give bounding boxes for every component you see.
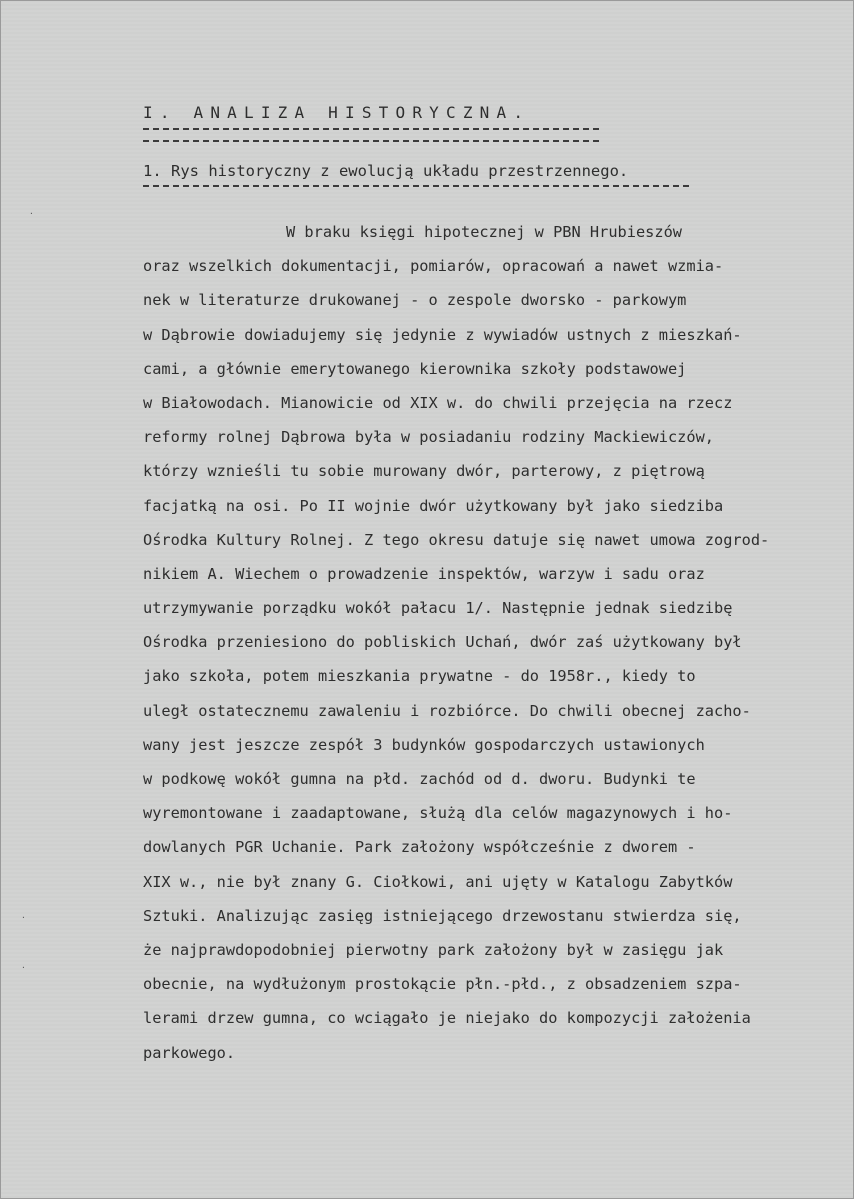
margin-dot: · <box>29 209 34 218</box>
text-line: wany jest jeszcze zespół 3 budynków gospodarczych ustawionych <box>143 735 705 754</box>
text-line: W braku księgi hipotecznej w PBN Hrubieszów <box>286 223 683 241</box>
text-line: nek w literaturze drukowanej - o zespole dworsko - parkowym <box>143 291 687 310</box>
text-line: dowlanych PGR Uchanie. Park założony współcześnie z dworem - <box>143 838 696 857</box>
text-line: w Dąbrowie dowiadujemy się jedynie z wywiadów ustnych z mieszkań- <box>143 325 742 344</box>
text-line: w podkowę wokół gumna na płd. zachód od d. dworu. Budynki te <box>143 770 696 788</box>
text-line: cami, a głównie emerytowanego kierownika szkoły podstawowej <box>143 359 687 378</box>
text-line: XIX w., nie był znany G. Ciołkowi, ani ujęty w Katalogu Zabytków <box>143 872 733 891</box>
text-line: reformy rolnej Dąbrowa była w posiadaniu rodziny Mackiewiczów, <box>143 428 714 447</box>
text-line: Ośrodka Kultury Rolnej. Z tego okresu datuje się nawet umowa zogrod- <box>143 530 770 549</box>
text-line: nikiem A. Wiechem o prowadzenie inspektów, warzyw i sadu oraz <box>143 564 705 583</box>
text-line: utrzymywanie porządku wokół pałacu 1/. Następnie jednak siedzibę <box>143 599 733 618</box>
text-line: wyremontowane i zaadaptowane, służą dla celów magazynowych i ho- <box>143 804 733 823</box>
text-line: oraz wszelkich dokumentacji, pomiarów, opracowań a nawet wzmia- <box>143 257 724 276</box>
text-line: obecnie, na wydłużonym prostokącie płn.-płd., z obsadzeniem szpa- <box>143 975 742 994</box>
text-line: w Białowodach. Mianowicie od XIX w. do chwili przejęcia na rzecz <box>143 393 733 412</box>
text-line: parkowego. <box>143 1043 236 1062</box>
text-line: jako szkoła, potem mieszkania prywatne - do 1958r., kiedy to <box>143 667 696 686</box>
text-line: Sztuki. Analizując zasięg istniejącego drzewostanu stwierdza się, <box>143 906 742 925</box>
margin-dot: · <box>21 913 26 922</box>
text-line: uległ ostatecznemu zawaleniu i rozbiórce. Do chwili obecnej zacho- <box>143 701 751 720</box>
text-line: którzy wznieśli tu sobie murowany dwór, parterowy, z piętrową <box>143 462 705 481</box>
text-line: że najprawdopodobniej pierwotny park założony był w zasięgu jak <box>143 940 724 959</box>
page-heading: I. ANALIZA HISTORYCZNA. <box>143 103 531 122</box>
text-line: facjatką na osi. Po II wojnie dwór użytkowany był jako siedziba <box>143 496 724 515</box>
section-subheading: 1. Rys historyczny z ewolucją układu przestrzennego. <box>143 162 629 180</box>
text-line: lerami drzew gumna, co wciągało je niejako do kompozycji założenia <box>143 1009 751 1028</box>
heading-double-underline <box>143 128 599 142</box>
subheading-underline <box>143 185 689 187</box>
margin-dot: · <box>21 963 26 972</box>
text-line: Ośrodka przeniesiono do pobliskich Uchań, dwór zaś użytkowany był <box>143 633 742 652</box>
body-paragraph <box>143 215 848 1070</box>
